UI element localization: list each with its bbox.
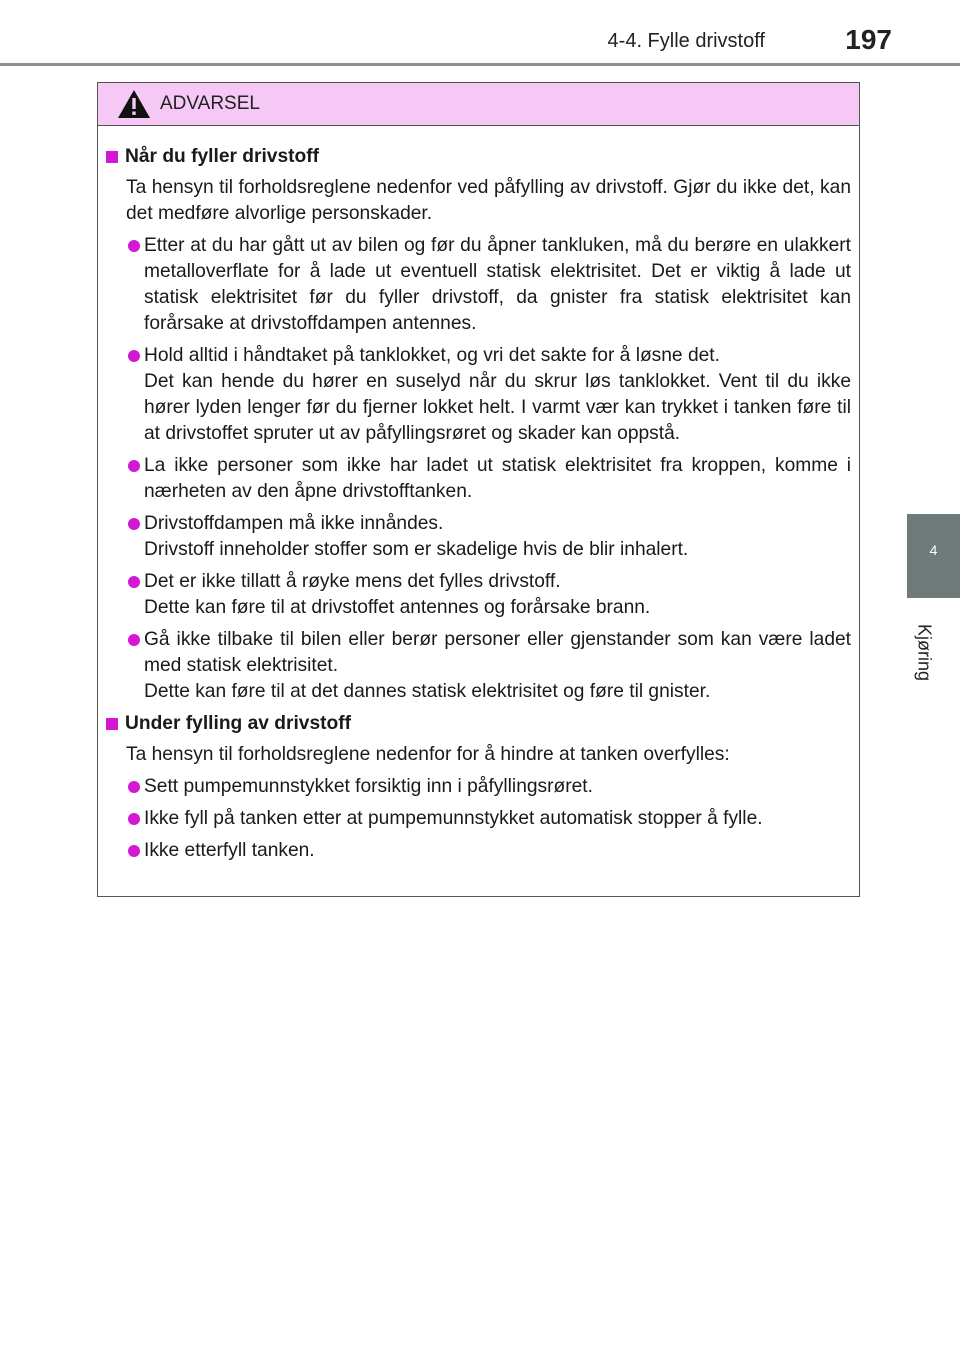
bullet-dot-icon [128,518,140,530]
page-number: 197 [845,24,892,55]
list-item: Gå ikke tilbake til bilen eller berør personer eller gjenstander som kan være ladet med statisk elektrisitet. Dette kan føre til at det dannes statisk elektrisitet og føre til gnister. [106,627,851,705]
list-item: Det er ikke tillatt å røyke mens det fylles drivstoff. Dette kan føre til at drivstoffet antennes og forårsake brann. [106,569,851,621]
chapter-label: Kjøring [914,623,935,682]
bullet-dot-icon [128,845,140,857]
section-intro: Ta hensyn til forholdsreglene nedenfor ved påfylling av drivstoff. Gjør du ikke det, kan det medføre alvorlige personskader. [126,177,851,224]
chapter-tab [907,514,960,598]
list-item: Ikke fyll på tanken etter at pumpemunnstykket automatisk stopper å fylle. [106,806,851,832]
bullet-dot-icon [128,576,140,588]
bullet-dot-icon [128,460,140,472]
warning-box [97,82,860,897]
section-marker-icon [106,151,118,163]
bullet-dot-icon [128,634,140,646]
list-item: Ikke etterfyll tanken. [106,838,851,864]
header-rule [0,63,960,66]
bullet-dot-icon [128,813,140,825]
list-item: Hold alltid i håndtaket på tanklokket, og vri det sakte for å løsne det. Det kan hende du hører en suselyd når du skrur løs tanklokket. Vent til du ikke hører lyden lenger før du fjerner lokket helt. I varmt vær kan trykket i tanken føre til at drivstoffet spruter ut av påfyllingsrøret og skader kan oppstå. [106,343,851,447]
list-item: Drivstoffdampen må ikke innåndes. Drivstoff inneholder stoffer som er skadelige hvis de blir inhalert. [106,511,851,563]
section-intro: Ta hensyn til forholdsreglene nedenfor for å hindre at tanken overfylles: [126,744,730,765]
warning-header [98,83,859,126]
warning-content [98,126,859,864]
header-title: 4-4. Fylle drivstoff [607,30,765,52]
chapter-tab-number: 4 [929,542,938,558]
bullet-dot-icon [128,350,140,362]
list-item: Sett pumpemunnstykket forsiktig inn i påfyllingsrøret. [106,774,851,800]
warning-title: ADVARSEL [160,93,260,114]
section-marker-icon [106,718,118,730]
bullet-dot-icon [128,781,140,793]
list-item: Etter at du har gått ut av bilen og før du åpner tankluken, må du berøre en ulakkert metalloverflate for å lade ut eventuell statisk elektrisitet. Det er viktig å lade ut statisk elektrisitet før du fyller drivstoff, da gnister fra statisk elektrisitet kan forårsake at drivstoffdampen antennes. [106,233,851,337]
warning-triangle-icon [116,88,152,120]
section-title: Under fylling av drivstoff [106,711,851,737]
section-title: Når du fyller drivstoff [106,144,851,170]
bullet-dot-icon [128,240,140,252]
list-item: La ikke personer som ikke har ladet ut statisk elektrisitet fra kroppen, komme i nærheten av den åpne drivstofftanken. [106,453,851,505]
